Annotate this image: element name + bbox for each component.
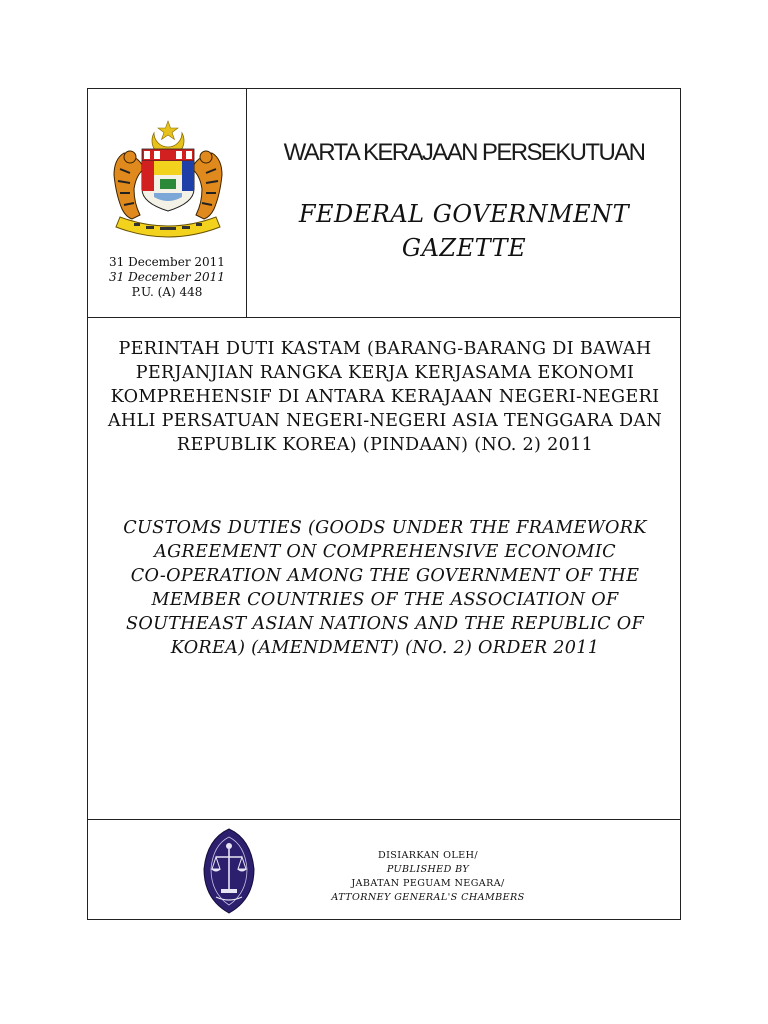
order-title-en-line: SOUTHEAST ASIAN NATIONS AND THE REPUBLIC OF xyxy=(126,614,644,634)
order-title-en-line: CO-OPERATION AMONG THE GOVERNMENT OF THE xyxy=(130,566,640,586)
date-block xyxy=(88,255,246,300)
publisher-block xyxy=(288,849,568,905)
order-title-en-line: AGREEMENT ON COMPREHENSIVE ECONOMIC xyxy=(154,542,616,562)
gazette-title-en-line-1: FEDERAL GOVERNMENT xyxy=(298,200,630,228)
issue-date-en: 31 December 2011 xyxy=(109,270,225,284)
order-title-en-line: CUSTOMS DUTIES (GOODS UNDER THE FRAMEWORK xyxy=(123,518,647,538)
malaysia-coat-of-arms-icon xyxy=(106,119,230,245)
publisher-name-en: ATTORNEY GENERAL'S CHAMBERS xyxy=(331,892,525,903)
header-divider xyxy=(88,317,680,318)
gazette-title-en xyxy=(246,197,682,265)
order-title-en xyxy=(88,516,682,660)
gazette-cover xyxy=(87,88,681,920)
order-title-ms-line: PERINTAH DUTI KASTAM (BARANG-BARANG DI BAWAH xyxy=(118,339,652,359)
published-by-ms: DISIARKAN OLEH/ xyxy=(378,850,478,861)
order-title-en-line: KOREA) (AMENDMENT) (NO. 2) ORDER 2011 xyxy=(170,638,600,658)
gazette-title-ms: WARTA KERAJAAN PERSEKUTUAN xyxy=(283,139,645,166)
order-title-ms-line: PERJANJIAN RANGKA KERJA KERJASAMA EKONOMI xyxy=(135,363,635,383)
footer-divider xyxy=(88,819,680,820)
order-title-ms xyxy=(88,337,682,457)
gazette-title-en-line-2: GAZETTE xyxy=(401,234,527,262)
order-title-ms-line: REPUBLIK KOREA) (PINDAAN) (NO. 2) 2011 xyxy=(176,435,594,455)
pu-number: P.U. (A) 448 xyxy=(131,285,203,299)
order-title-ms-line: KOMPREHENSIF DI ANTARA KERAJAAN NEGERI-NEGERI xyxy=(110,387,660,407)
order-title-ms-line: AHLI PERSATUAN NEGERI-NEGERI ASIA TENGGARA DAN xyxy=(107,411,663,431)
issue-date-ms: 31 December 2011 xyxy=(109,255,225,269)
attorney-general-chambers-logo-icon xyxy=(202,827,256,915)
published-by-en: PUBLISHED BY xyxy=(386,864,470,875)
order-title-en-line: MEMBER COUNTRIES OF THE ASSOCIATION OF xyxy=(151,590,619,610)
publisher-name-ms: JABATAN PEGUAM NEGARA/ xyxy=(351,878,505,889)
